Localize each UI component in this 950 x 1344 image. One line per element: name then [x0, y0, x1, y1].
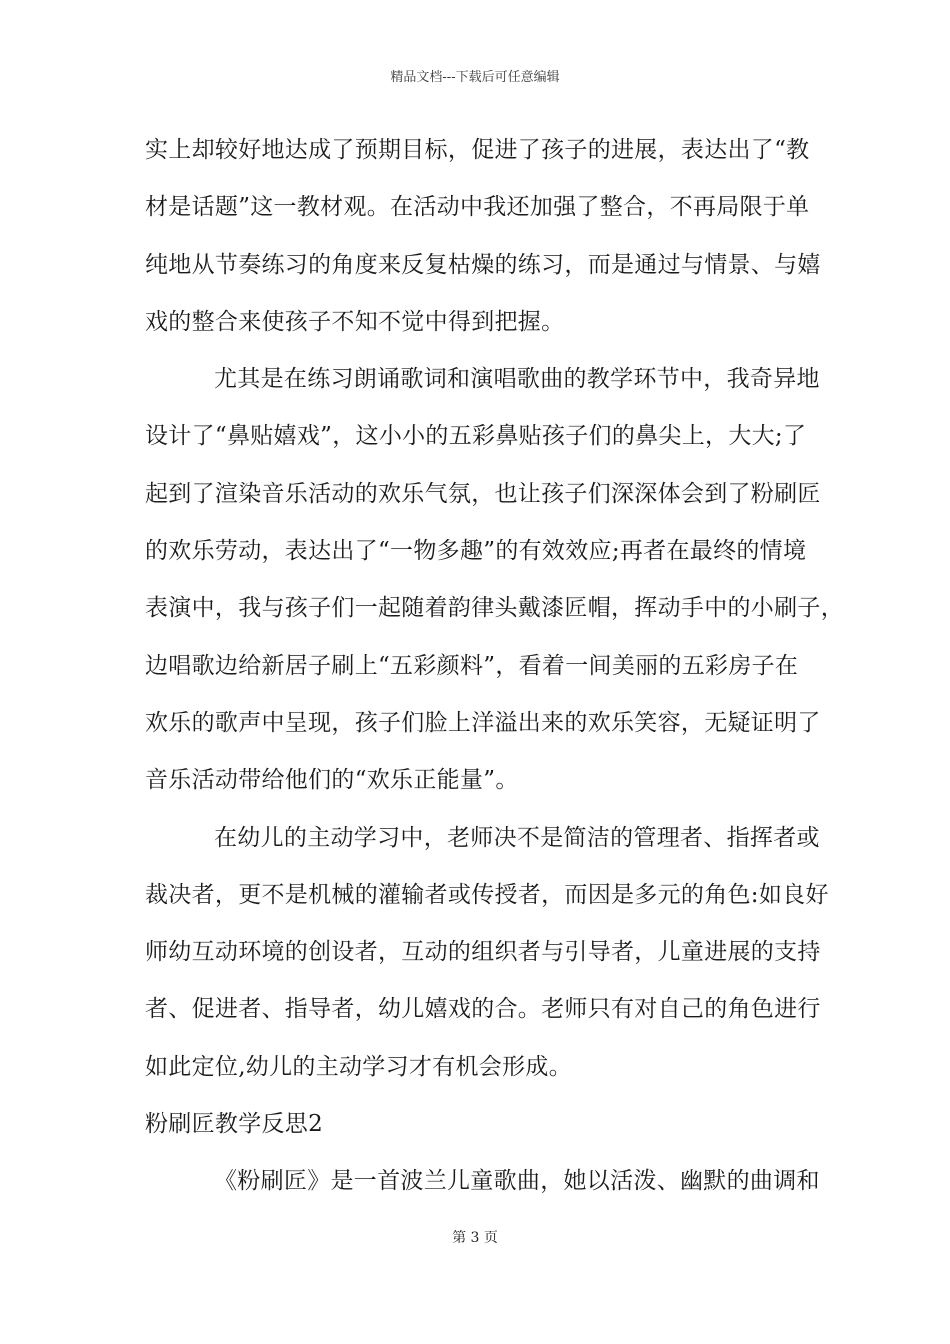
text-line: 表演中，我与孩子们一起随着韵律头戴漆匠帽，挥动手中的小刷子，	[145, 595, 844, 622]
text-line: 者、促进者、指导者，幼儿嬉戏的合。老师只有对自己的角色进行	[145, 996, 821, 1023]
text-line: 的欢乐劳动，表达出了“一物多趣”的有效效应;再者在最终的情境	[145, 538, 807, 565]
text-line: 戏的整合来使孩子不知不觉中得到把握。	[145, 308, 565, 335]
text-line: 音乐活动带给他们的“欢乐正能量”。	[145, 767, 519, 794]
text-line: 起到了渲染音乐活动的欢乐气氛，也让孩子们深深体会到了粉刷匠	[145, 480, 821, 507]
text-line: 师幼互动环境的创设者，互动的组织者与引导者，儿童进展的支持	[145, 939, 821, 966]
text-line: 欢乐的歌声中呈现，孩子们脸上洋溢出来的欢乐笑容，无疑证明了	[145, 709, 821, 736]
text-line: 如此定位,幼儿的主动学习才有机会形成。	[145, 1053, 573, 1080]
text-line: 在幼儿的主动学习中，老师决不是简洁的管理者、指挥者或	[214, 824, 820, 851]
text-line: 《粉刷匠》是一首波兰儿童歌曲，她以活泼、幽默的曲调和	[214, 1168, 820, 1195]
page-number: 第 3 页	[452, 1230, 498, 1246]
document-body	[145, 130, 844, 1219]
text-line: 纯地从节奏练习的角度来反复枯燥的练习，而是通过与情景、与嬉	[145, 251, 821, 278]
text-line: 裁决者，更不是机械的灌输者或传授者，而因是多元的角色:如良好	[145, 881, 829, 908]
text-line: 尤其是在练习朗诵歌词和演唱歌曲的教学环节中，我奇异地	[214, 366, 820, 393]
text-line: 边唱歌边给新居子刷上“五彩颜料”，看着一间美丽的五彩房子在	[145, 652, 799, 679]
text-line: 材是话题”这一教材观。在活动中我还加强了整合，不再局限于单	[145, 194, 810, 221]
section-heading: 粉刷匠教学反思2	[145, 1111, 324, 1138]
page-header: 精品文档---下载后可任意编辑	[390, 70, 560, 85]
text-line: 实上却较好地达成了预期目标，促进了孩子的进展，表达出了“教	[145, 137, 810, 163]
text-line: 设计了“鼻贴嬉戏”，这小小的五彩鼻贴孩子们的鼻尖上，大大;了	[145, 423, 807, 450]
